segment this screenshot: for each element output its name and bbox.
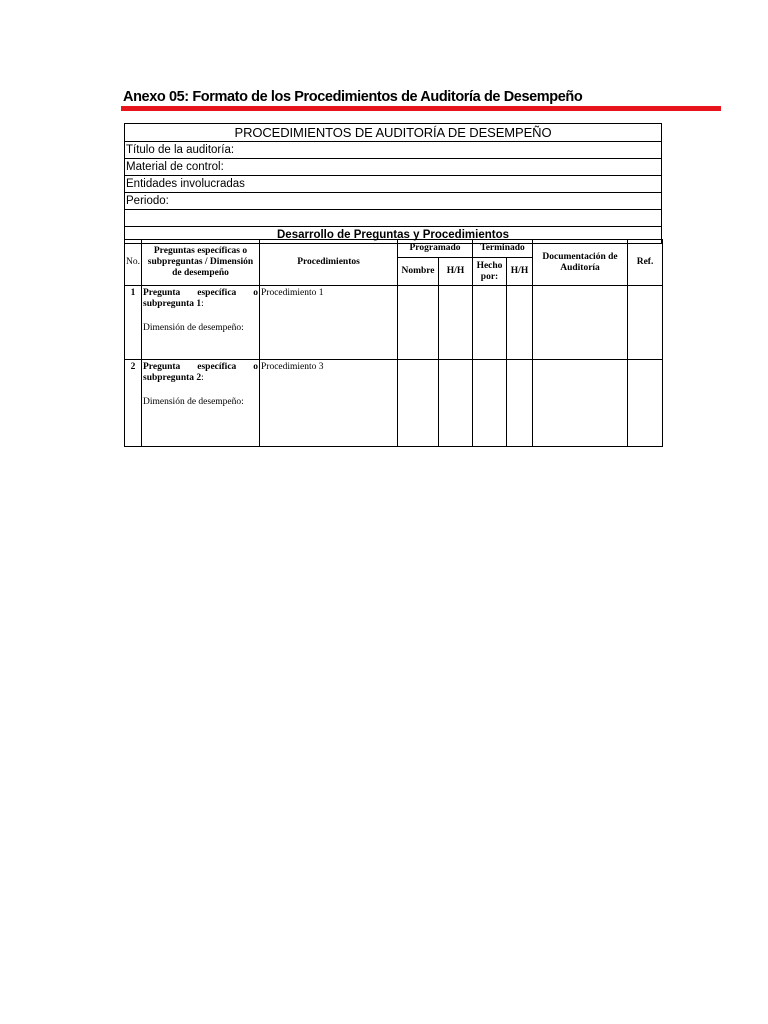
question-word: Pregunta	[143, 288, 181, 298]
question-word: específica	[197, 362, 237, 372]
question-colon: :	[201, 299, 204, 309]
question-subpregunta: subpregunta 2	[143, 373, 202, 383]
blank-row	[125, 210, 662, 227]
cell-hh-terminado	[507, 286, 533, 360]
header-nombre: Nombre	[398, 258, 439, 286]
cell-hh-terminado	[507, 360, 533, 447]
row-number: 2	[125, 360, 142, 447]
table-row	[125, 360, 663, 447]
question-dimension: Dimensión de desempeño:	[143, 323, 244, 333]
question-cell	[142, 286, 260, 360]
cell-ref	[628, 286, 663, 360]
cell-ref	[628, 360, 663, 447]
question-word: específica	[197, 288, 237, 298]
question-dimension: Dimensión de desempeño:	[143, 397, 244, 407]
red-divider	[121, 106, 721, 111]
field-titulo: Título de la auditoría:	[125, 142, 662, 159]
field-material: Material de control:	[125, 159, 662, 176]
header-ref: Ref.	[628, 240, 663, 286]
form-header-table	[124, 123, 662, 244]
header-procedimientos: Procedimientos	[260, 240, 398, 286]
cell-hh-programado	[439, 286, 473, 360]
cell-nombre	[398, 286, 439, 360]
procedures-table	[124, 239, 663, 447]
page-title: Anexo 05: Formato de los Procedimientos de Auditoría de Desempeño	[123, 89, 583, 105]
cell-documentacion	[533, 360, 628, 447]
cell-documentacion	[533, 286, 628, 360]
cell-hecho-por	[473, 286, 507, 360]
question-word: Pregunta	[143, 362, 181, 372]
procedure-cell: Procedimiento 1	[260, 286, 398, 360]
field-entidades: Entidades involucradas	[125, 176, 662, 193]
header-preguntas: Preguntas específicas o subpreguntas / Dimensión de desempeño	[142, 240, 260, 286]
header-no: No.	[125, 240, 142, 286]
cell-nombre	[398, 360, 439, 447]
question-cell	[142, 360, 260, 447]
question-word: o	[253, 362, 258, 372]
procedure-cell: Procedimiento 3	[260, 360, 398, 447]
field-periodo: Periodo:	[125, 193, 662, 210]
table-row	[125, 286, 663, 360]
header-documentacion: Documentación de Auditoría	[533, 240, 628, 286]
question-word: o	[253, 288, 258, 298]
cell-hh-programado	[439, 360, 473, 447]
header-hh-programado: H/H	[439, 258, 473, 286]
header-hh-terminado: H/H	[507, 258, 533, 286]
form-main-title: PROCEDIMIENTOS DE AUDITORÍA DE DESEMPEÑO	[125, 124, 662, 142]
row-number: 1	[125, 286, 142, 360]
section-title: Desarrollo de Preguntas y Procedimientos	[125, 227, 662, 244]
question-subpregunta: subpregunta 1	[143, 299, 202, 309]
cell-hecho-por	[473, 360, 507, 447]
header-hecho-por: Hecho por:	[473, 258, 507, 286]
header-terminado: Terminado	[473, 240, 533, 258]
question-colon: :	[201, 373, 204, 383]
header-programado: Programado	[398, 240, 473, 258]
